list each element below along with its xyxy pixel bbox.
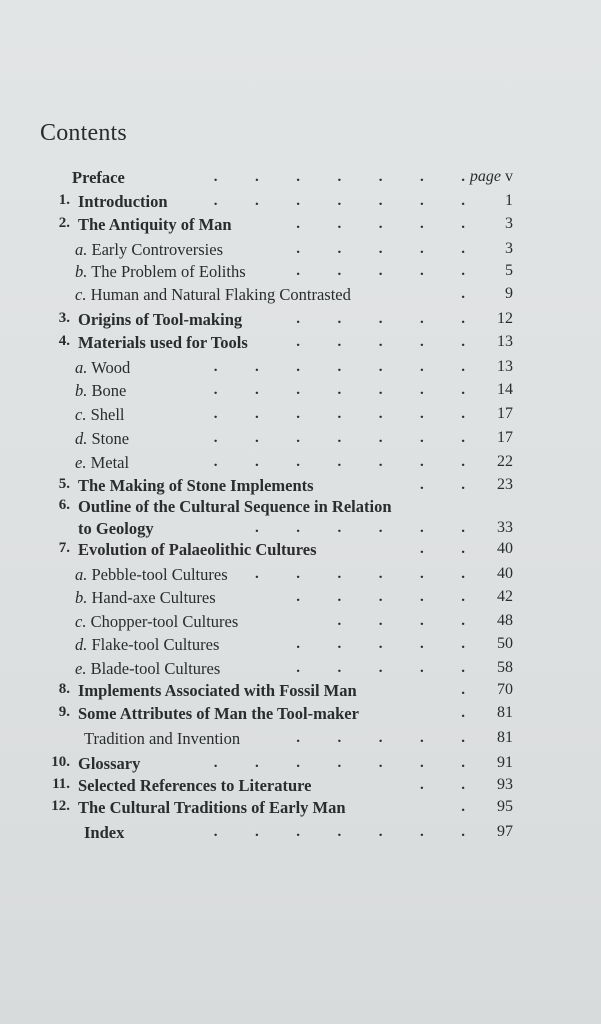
page-number <box>497 540 513 558</box>
section-letter: a. <box>75 240 88 259</box>
section-title: Outline of the Cultural Sequence in Relation <box>78 497 392 516</box>
page-value: 17 <box>497 429 513 446</box>
page-number <box>505 285 513 303</box>
dot-leader: . . . . . <box>296 636 465 652</box>
entry-title <box>78 310 242 330</box>
dot-leader: . . <box>420 541 465 557</box>
toc-entry <box>0 168 601 192</box>
section-letter: b. <box>75 381 88 400</box>
page-number <box>497 704 513 722</box>
dot-leader: . . . . <box>337 613 465 629</box>
toc-entry <box>0 262 601 286</box>
section-title: Index <box>84 823 125 842</box>
toc-entry <box>0 333 601 357</box>
page-value: 97 <box>497 823 513 840</box>
entry-title <box>75 262 246 282</box>
page-number <box>497 754 513 772</box>
dot-leader: . <box>461 286 465 302</box>
section-letter: c. <box>75 612 87 631</box>
toc-entry <box>0 659 601 683</box>
dot-leader: . . . . . . . <box>213 824 465 840</box>
page-value: 17 <box>497 405 513 422</box>
dot-leader: . . . . . . . <box>213 454 465 470</box>
page-value: 81 <box>497 704 513 721</box>
page-number <box>505 262 513 280</box>
dot-leader: . . . . . <box>296 216 465 232</box>
section-letter: d. <box>75 429 88 448</box>
chapter-number: 8. <box>58 681 70 697</box>
section-letter: b. <box>75 588 88 607</box>
entry-title <box>75 285 351 305</box>
toc-entry <box>0 704 601 728</box>
contents-heading: Contents <box>40 120 127 146</box>
dot-leader: . <box>461 682 465 698</box>
page-value: 50 <box>497 635 513 652</box>
page-value: 9 <box>505 285 513 302</box>
page-value: 40 <box>497 565 513 582</box>
entry-title <box>84 823 124 843</box>
entry-title <box>78 192 168 212</box>
page-number <box>497 476 513 494</box>
toc-entry <box>0 215 601 239</box>
toc-entry <box>0 240 601 264</box>
page-number <box>497 776 513 794</box>
page-value: 91 <box>497 754 513 771</box>
page-value: 81 <box>497 729 513 746</box>
toc-entry <box>0 381 601 405</box>
dot-leader: . . . . . <box>296 311 465 327</box>
toc-entry <box>0 681 601 705</box>
page-number <box>497 405 513 423</box>
section-title: The Antiquity of Man <box>78 215 232 234</box>
page-number <box>497 635 513 653</box>
entry-title <box>78 681 357 701</box>
entry-title <box>75 635 219 655</box>
entry-title <box>78 519 154 539</box>
dot-leader: . . . . . . . <box>213 382 465 398</box>
dot-leader: . <box>461 799 465 815</box>
toc-entry <box>0 192 601 216</box>
entry-title <box>78 497 392 517</box>
page-label: page <box>469 168 501 185</box>
chapter-number: 10. <box>51 754 70 770</box>
dot-leader: . . . . . <box>296 241 465 257</box>
dot-leader: . . . . . <box>296 660 465 676</box>
page-number <box>497 729 513 747</box>
dot-leader: . . . . . . . <box>213 430 465 446</box>
page-number <box>497 429 513 447</box>
section-title: to Geology <box>78 519 154 538</box>
dot-leader: . . . . . <box>296 334 465 350</box>
section-title: Preface <box>72 168 125 187</box>
page-value: 23 <box>497 476 513 493</box>
page-number <box>497 519 513 537</box>
entry-title <box>78 798 346 818</box>
toc-entry <box>0 729 601 753</box>
toc-entry <box>0 453 601 477</box>
section-letter: e. <box>75 453 87 472</box>
section-letter: d. <box>75 635 88 654</box>
section-title: Materials used for Tools <box>78 333 248 352</box>
dot-leader: . . . . . <box>296 730 465 746</box>
section-title: Selected References to Literature <box>78 776 312 795</box>
section-letter: a. <box>75 358 88 377</box>
page-value: 22 <box>497 453 513 470</box>
entry-title <box>75 588 216 608</box>
page-value: 33 <box>497 519 513 536</box>
section-title: The Problem of Eoliths <box>91 262 246 281</box>
page-number <box>497 358 513 376</box>
section-letter: e. <box>75 659 87 678</box>
section-title: Hand-axe Cultures <box>91 588 216 607</box>
dot-leader: . . . . . <box>296 589 465 605</box>
entry-title <box>78 754 140 774</box>
page-value: 70 <box>497 681 513 698</box>
section-title: Implements Associated with Fossil Man <box>78 681 357 700</box>
section-title: The Making of Stone Implements <box>78 476 314 495</box>
section-title: Stone <box>91 429 130 448</box>
page-value: 95 <box>497 798 513 815</box>
dot-leader: . . . . . <box>296 263 465 279</box>
section-title: Tradition and Invention <box>84 729 241 748</box>
toc-entry <box>0 823 601 847</box>
section-title: Introduction <box>78 192 168 211</box>
entry-title <box>84 729 240 749</box>
entry-title <box>75 429 129 449</box>
entry-title <box>78 476 314 496</box>
page-value: 14 <box>497 381 513 398</box>
page-value: 93 <box>497 776 513 793</box>
page-number <box>497 681 513 699</box>
dot-leader: . . <box>420 777 465 793</box>
dot-leader: . . . . . . <box>255 520 465 536</box>
section-title: Shell <box>90 405 125 424</box>
page-value: 12 <box>497 310 513 327</box>
page-value: 13 <box>497 333 513 350</box>
chapter-number: 6. <box>58 497 70 513</box>
entry-title <box>75 565 228 585</box>
section-letter: c. <box>75 285 87 304</box>
entry-title <box>78 776 312 796</box>
section-title: Glossary <box>78 754 141 773</box>
toc-entry <box>0 565 601 589</box>
section-title: Blade-tool Cultures <box>90 659 221 678</box>
toc-entry <box>0 310 601 334</box>
page-number <box>497 612 513 630</box>
page-value: 48 <box>497 612 513 629</box>
section-title: Early Controversies <box>91 240 224 259</box>
page-number <box>505 240 513 258</box>
section-title: Bone <box>91 381 127 400</box>
entry-title <box>72 168 125 188</box>
page-number <box>505 215 513 233</box>
toc-entry <box>0 754 601 778</box>
toc-entry <box>0 635 601 659</box>
section-title: Chopper-tool Cultures <box>90 612 239 631</box>
entry-title <box>75 659 220 679</box>
toc-entry <box>0 540 601 564</box>
page-number <box>497 659 513 677</box>
toc-entry <box>0 285 601 309</box>
section-title: Metal <box>90 453 130 472</box>
dot-leader: . . . . . . . <box>213 169 465 185</box>
toc-entry <box>0 798 601 822</box>
page-value: 1 <box>505 192 513 209</box>
chapter-number: 3. <box>58 310 70 326</box>
dot-leader: . . . . . . . <box>213 755 465 771</box>
toc-entry <box>0 776 601 800</box>
page-number <box>470 168 513 186</box>
page-number <box>497 565 513 583</box>
chapter-number: 4. <box>58 333 70 349</box>
page-number <box>497 333 513 351</box>
page-number <box>497 310 513 328</box>
page-value: 40 <box>497 540 513 557</box>
chapter-number: 1. <box>58 192 70 208</box>
toc-entry <box>0 358 601 382</box>
entry-title <box>78 215 232 235</box>
page-number <box>497 381 513 399</box>
page-number <box>497 823 513 841</box>
section-letter: a. <box>75 565 88 584</box>
dot-leader: . . . . . . . <box>213 406 465 422</box>
chapter-number: 11. <box>52 776 70 792</box>
section-title: Flake-tool Cultures <box>91 635 220 654</box>
toc-entry <box>0 612 601 636</box>
entry-title <box>75 612 238 632</box>
toc-entry <box>0 429 601 453</box>
page-number <box>497 453 513 471</box>
section-title: The Cultural Traditions of Early Man <box>78 798 346 817</box>
dot-leader: . . <box>420 477 465 493</box>
entry-title <box>78 540 317 560</box>
section-title: Evolution of Palaeolithic Cultures <box>78 540 317 559</box>
page-number <box>505 192 513 210</box>
section-letter: b. <box>75 262 88 281</box>
page-value: 13 <box>497 358 513 375</box>
page-value: 42 <box>497 588 513 605</box>
page-value: 3 <box>505 240 513 257</box>
toc-entry <box>0 405 601 429</box>
chapter-number: 12. <box>51 798 70 814</box>
section-title: Human and Natural Flaking Contrasted <box>90 285 351 304</box>
dot-leader: . . . . . . . <box>213 359 465 375</box>
entry-title <box>78 333 248 353</box>
entry-title <box>75 381 126 401</box>
entry-title <box>75 240 223 260</box>
page-number <box>497 798 513 816</box>
chapter-number: 9. <box>58 704 70 720</box>
dot-leader: . . . . . . <box>255 566 465 582</box>
section-title: Wood <box>91 358 131 377</box>
page-value: 3 <box>505 215 513 232</box>
section-title: Origins of Tool-making <box>78 310 243 329</box>
chapter-number: 7. <box>58 540 70 556</box>
section-title: Some Attributes of Man the Tool-maker <box>78 704 359 723</box>
entry-title <box>78 704 359 724</box>
entry-title <box>75 405 125 425</box>
chapter-number: 2. <box>58 215 70 231</box>
toc-entry <box>0 497 601 521</box>
entry-title <box>75 453 129 473</box>
page-value: v <box>505 168 513 185</box>
section-title: Pebble-tool Cultures <box>91 565 228 584</box>
page-value: 58 <box>497 659 513 676</box>
page-value: 5 <box>505 262 513 279</box>
section-letter: c. <box>75 405 87 424</box>
chapter-number: 5. <box>58 476 70 492</box>
toc-entry <box>0 588 601 612</box>
page-number <box>497 588 513 606</box>
dot-leader: . . . . . . . <box>213 193 465 209</box>
entry-title <box>75 358 130 378</box>
dot-leader: . <box>461 705 465 721</box>
